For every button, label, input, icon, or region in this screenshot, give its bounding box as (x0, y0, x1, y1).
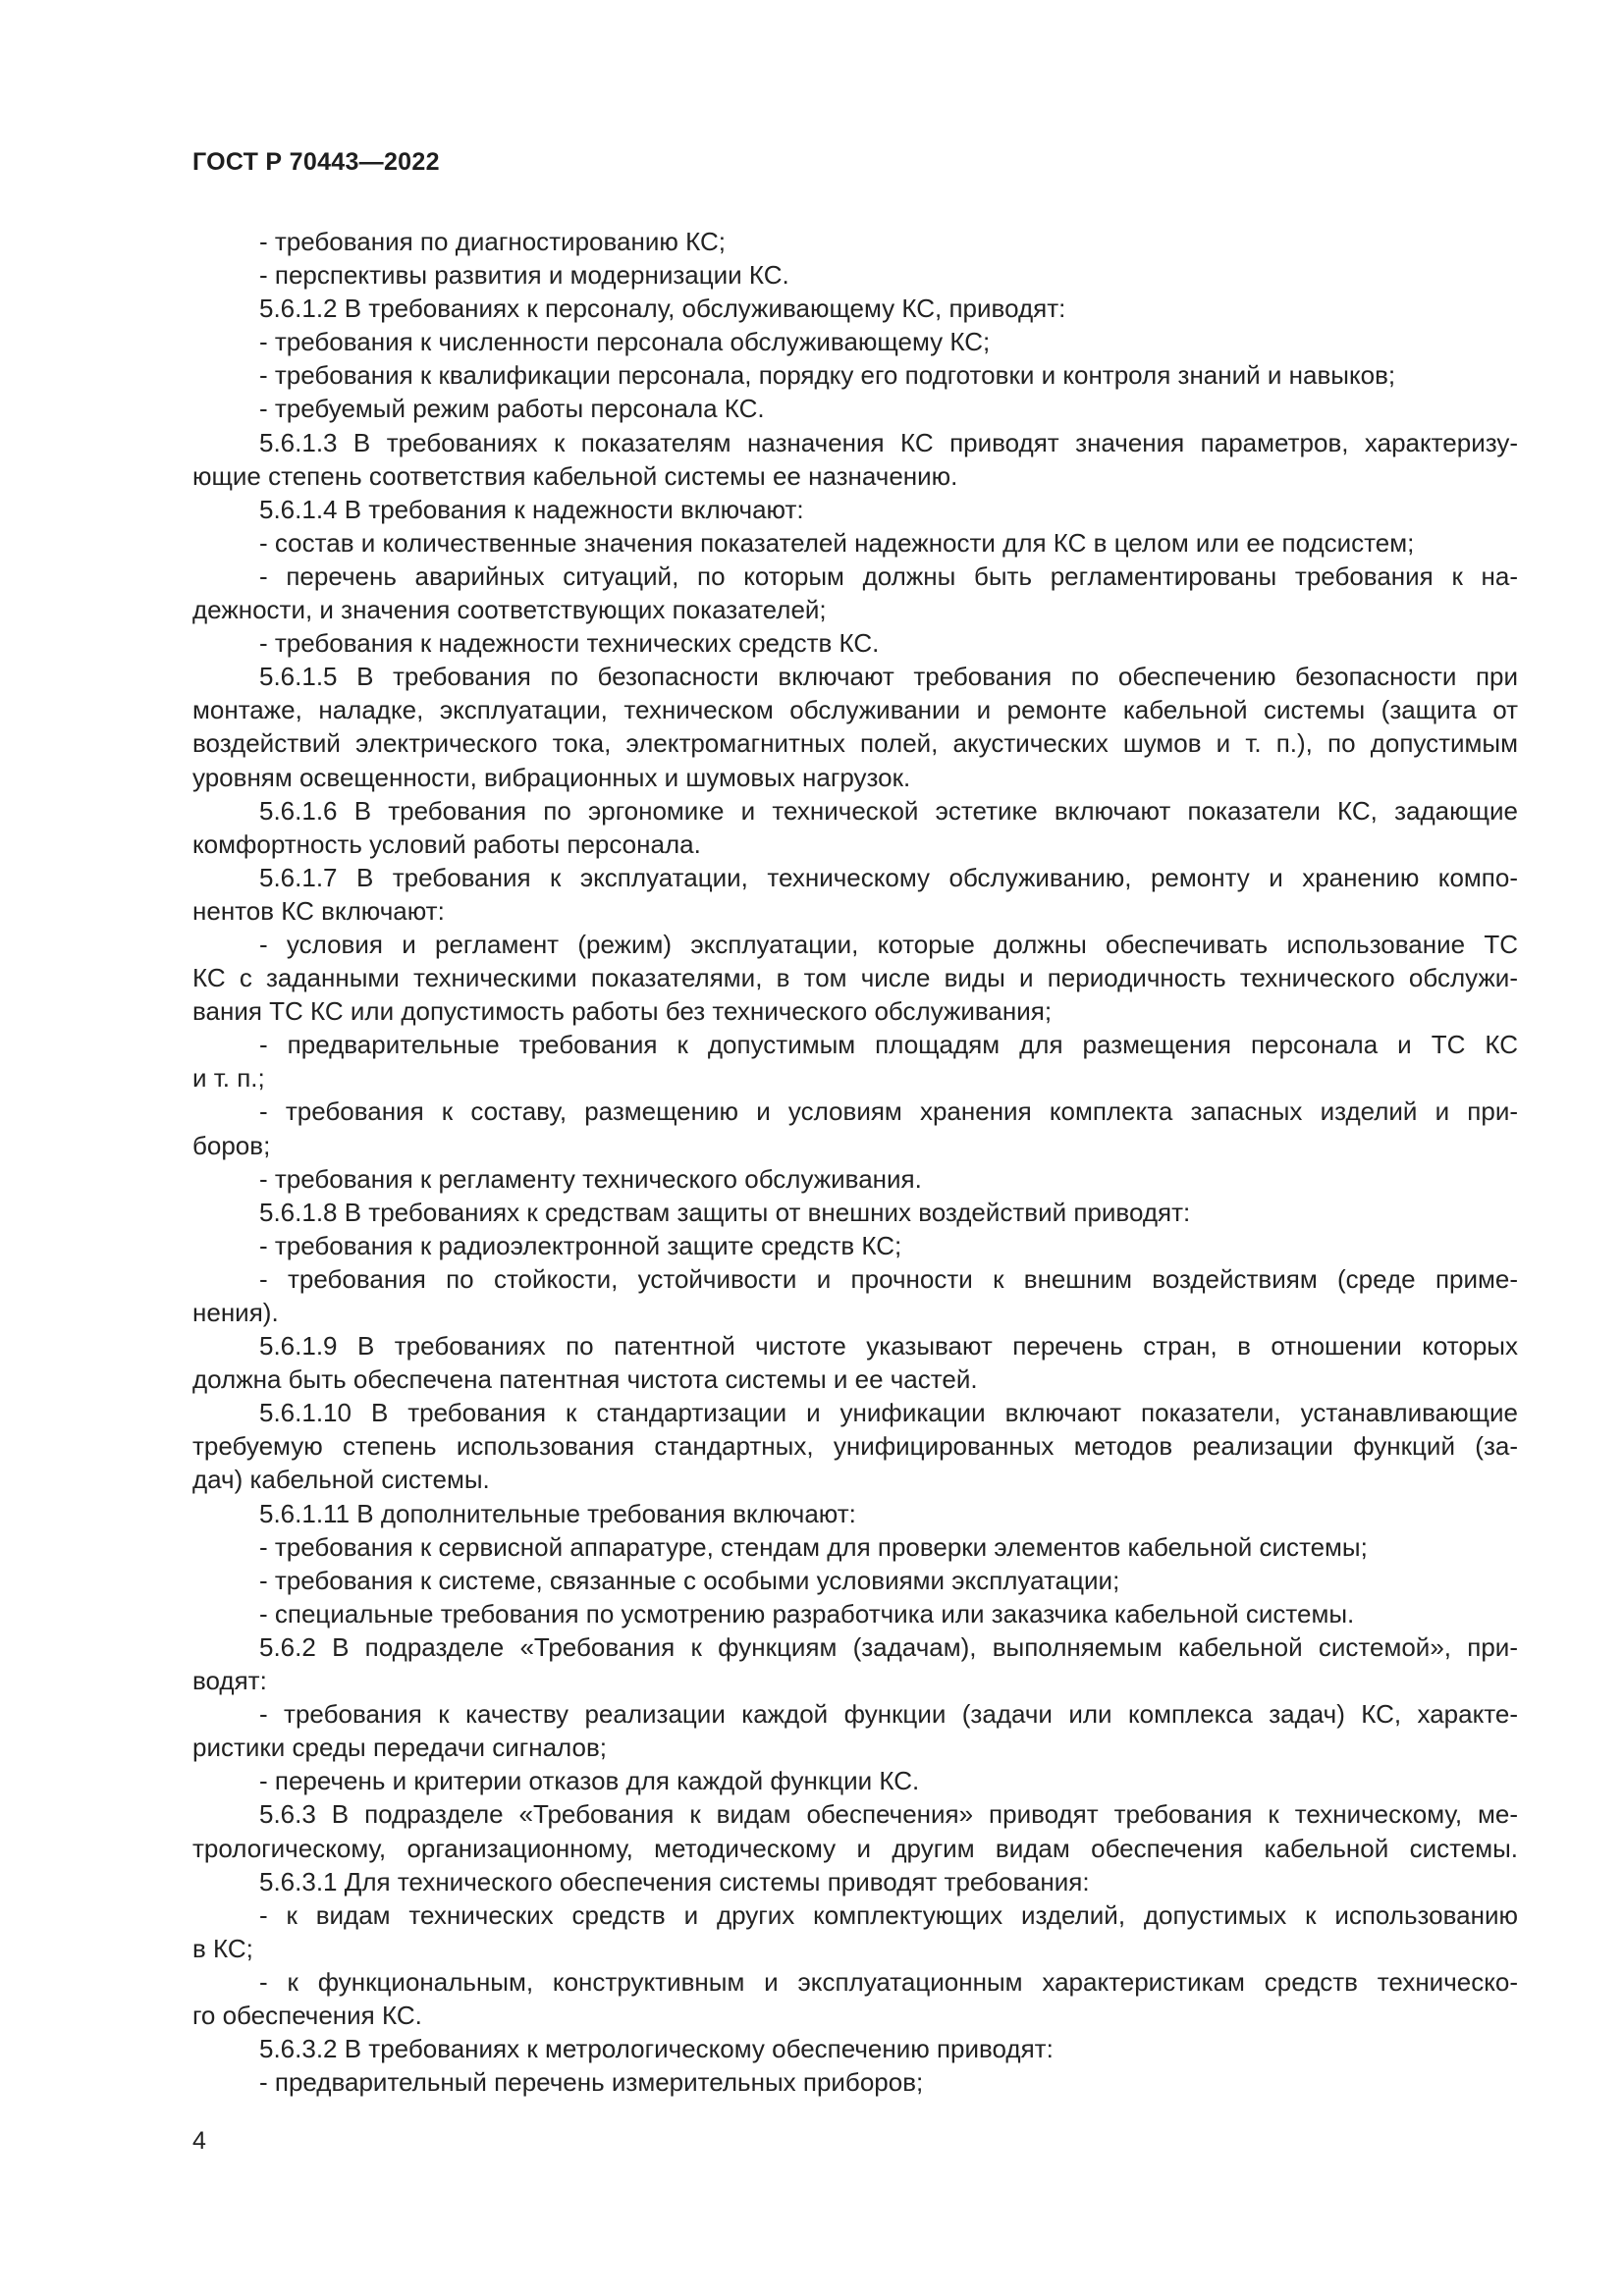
text-line: - к видам технических средств и других комплектующих изделий, допустимых к использованию (259, 1899, 1518, 1930)
text-line: - условия и регламент (режим) эксплуатации, которые должны обеспечивать использование ТС (259, 929, 1518, 959)
text-line: 5.6.1.2 В требованиях к персоналу, обслуживающему КС, приводят: (259, 294, 1066, 324)
text-line: - требования к надежности технических средств КС. (259, 628, 880, 659)
text-line: - состав и количественные значения показателей надежности для КС в целом или ее подсистем; (259, 527, 1415, 558)
text-line: 5.6.1.8 В требованиях к средствам защиты от внешних воздействий приводят: (259, 1197, 1191, 1227)
text-line: нентов КС включают: (192, 895, 445, 926)
text-line: 5.6.1.7 В требования к эксплуатации, техническому обслуживанию, ремонту и хранению компо- (259, 862, 1518, 892)
text-line: - специальные требования по усмотрению разработчика или заказчика кабельной системы. (259, 1598, 1355, 1629)
document-body (192, 225, 1518, 2099)
text-line: - предварительный перечень измерительных приборов; (259, 2067, 924, 2098)
text-line: монтаже, наладке, эксплуатации, техническом обслуживании и ремонте кабельной системы (защита от (192, 695, 1518, 725)
text-line: требуемую степень использования стандартных, унифицированных методов реализации функций (за- (192, 1431, 1518, 1462)
text-line: 5.6.1.6 В требования по эргономике и технической эстетике включают показатели КС, задающие (259, 795, 1518, 826)
text-line: 5.6.1.4 В требования к надежности включают: (259, 494, 804, 524)
text-line: трологическому, организационному, методическому и другим видам обеспечения кабельной системы. (192, 1833, 1518, 1863)
text-line: 5.6.3.2 В требованиях к метрологическому обеспечению приводят: (259, 2034, 1054, 2064)
text-line: в КС; (192, 1933, 253, 1963)
text-line: - требования к составу, размещению и условиям хранения комплекта запасных изделий и при- (259, 1096, 1518, 1127)
text-line: го обеспечения КС. (192, 2000, 422, 2030)
text-line: - требования к регламенту технического обслуживания. (259, 1163, 922, 1194)
text-line: и т. п.; (192, 1063, 265, 1094)
page-number: 4 (192, 2127, 206, 2155)
text-line: 5.6.2 В подразделе «Требования к функциям (задачам), выполняемым кабельной системой», при- (259, 1631, 1518, 1662)
text-line: ристики среды передачи сигналов; (192, 1733, 607, 1763)
text-line: воздействий электрического тока, электромагнитных полей, акустических шумов и т. п.), по допустимым (192, 728, 1518, 759)
text-line: уровням освещенности, вибрационных и шумовых нагрузок. (192, 762, 911, 792)
text-line: 5.6.1.11 В дополнительные требования включают: (259, 1498, 856, 1528)
text-line: 5.6.1.3 В требованиях к показателям назначения КС приводят значения параметров, характеризу- (259, 427, 1518, 457)
text-line: дач) кабельной системы. (192, 1465, 490, 1495)
text-line: водят: (192, 1666, 267, 1696)
text-line: комфортность условий работы персонала. (192, 828, 701, 859)
text-line: - перспективы развития и модернизации КС. (259, 260, 789, 291)
text-line: нения). (192, 1298, 279, 1327)
text-line: - перечень и критерии отказов для каждой функции КС. (259, 1766, 920, 1796)
text-line: должна быть обеспечена патентная чистота системы и ее частей. (192, 1364, 978, 1395)
text-line: боров; (192, 1130, 271, 1160)
text-line: - требования по стойкости, устойчивости и прочности к внешним воздействиям (среде приме- (259, 1263, 1518, 1294)
text-line: 5.6.3 В подразделе «Требования к видам обеспечения» приводят требования к техническому, ме- (259, 1799, 1518, 1830)
text-line: вания ТС КС или допустимость работы без технического обслуживания; (192, 996, 1053, 1027)
document-header: ГОСТ Р 70443—2022 (192, 148, 440, 176)
text-line: 5.6.1.5 В требования по безопасности включают требования по обеспечению безопасности при (259, 662, 1518, 692)
text-line: - требования к радиоэлектронной защите средств КС; (259, 1230, 902, 1260)
text-line: - требования по диагностированию КС; (259, 227, 726, 256)
text-line: ющие степень соответствия кабельной системы ее назначению. (192, 460, 958, 491)
text-line: - требования к квалификации персонала, порядку его подготовки и контроля знаний и навыков; (259, 360, 1396, 391)
text-line: 5.6.1.9 В требованиях по патентной чистоте указывают перечень стран, в отношении которых (259, 1331, 1518, 1362)
text-line: - к функциональным, конструктивным и эксплуатационным характеристикам средств техническо- (259, 1966, 1518, 1997)
text-line: дежности, и значения соответствующих показателей; (192, 595, 827, 625)
text-line: - требования к численности персонала обслуживающему КС; (259, 327, 991, 357)
text-line: 5.6.1.10 В требования к стандартизации и унификации включают показатели, устанавливающие (259, 1398, 1518, 1428)
text-line: - предварительные требования к допустимым площадям для размещения персонала и ТС КС (259, 1030, 1518, 1060)
text-line: - требования к сервисной аппаратуре, стендам для проверки элементов кабельной системы; (259, 1531, 1368, 1562)
text-line: - требуемый режим работы персонала КС. (259, 394, 765, 424)
text-line: - требования к системе, связанные с особыми условиями эксплуатации; (259, 1565, 1120, 1595)
text-line: - требования к качеству реализации каждой функции (задачи или комплекса задач) КС, характе- (259, 1699, 1518, 1730)
text-line: КС с заданными техническими показателями, в том числе виды и периодичность технического обслужи- (192, 963, 1518, 993)
text-line: - перечень аварийных ситуаций, по которым должны быть регламентированы требования к на- (259, 561, 1518, 591)
text-line: 5.6.3.1 Для технического обеспечения системы приводят требования: (259, 1866, 1090, 1896)
